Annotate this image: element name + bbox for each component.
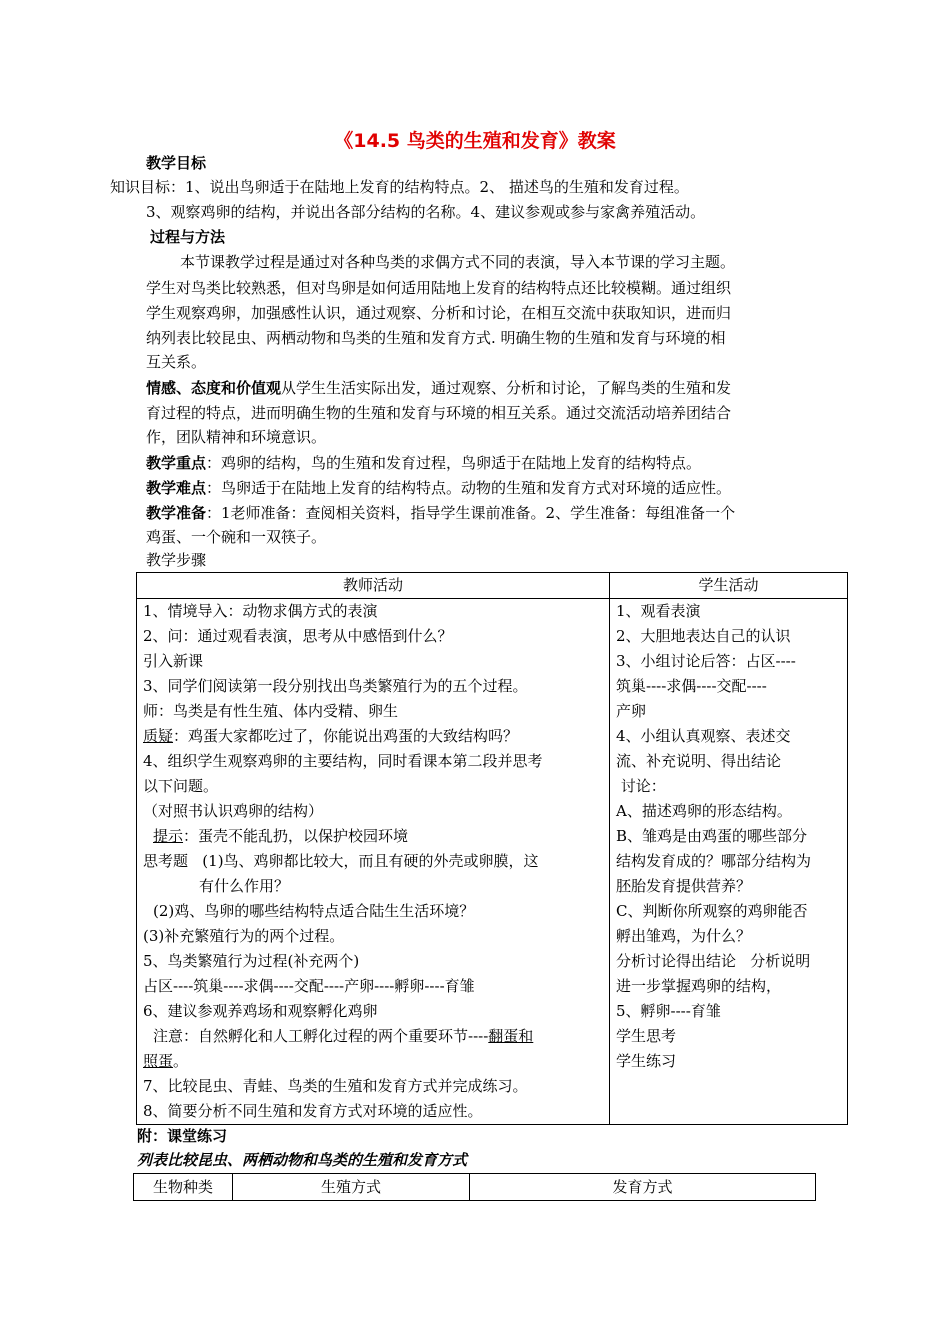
teacher-line: (2)鸡、鸟卵的哪些结构特点适合陆生生活环境？ (153, 902, 475, 920)
teacher-line: 师：鸟类是有性生殖、体内受精、卵生 (143, 702, 399, 720)
preparation-label: 教学准备 (146, 504, 207, 522)
development-header: 发育方式 (470, 1174, 816, 1201)
note-end: 。 (173, 1052, 189, 1070)
student-line: 流、补充说明、得出结论 (616, 752, 782, 770)
teacher-activity-header: 教师活动 (137, 573, 610, 599)
values-label: 情感、态度和价值观 (146, 379, 282, 397)
student-line: 5、孵卵----育雏 (616, 1002, 721, 1020)
note-text: 注意：自然孵化和人工孵化过程的两个重要环节---- (153, 1027, 489, 1045)
comparison-title: 列表比较昆虫、两栖动物和鸟类的生殖和发育方式 (137, 1151, 468, 1169)
student-line: 孵出雏鸡，为什么？ (616, 927, 752, 945)
student-line: 学生练习 (616, 1052, 677, 1070)
key-points-label: 教学重点 (146, 454, 207, 472)
steps-header-row (137, 573, 848, 599)
teacher-line-question (143, 724, 603, 749)
student-line: A、描述鸡卵的形态结构。 (616, 802, 792, 820)
reproduction-header: 生殖方式 (233, 1174, 470, 1201)
teacher-line: 5、鸟类繁殖行为过程(补充两个) (143, 952, 360, 970)
student-line: 学生思考 (616, 1027, 677, 1045)
comparison-table (133, 1173, 816, 1201)
key-points-line (146, 451, 701, 476)
values-line-3: 作，团队精神和环境意识。 (146, 428, 327, 446)
values-line-2: 育过程的特点，进而明确生物的生殖和发育与环境的相互关系。通过交流活动培养团结合 (146, 404, 732, 422)
hint-label: 提示 (153, 827, 184, 845)
teacher-line: 思考题 (1)鸟、鸡卵都比较大，而且有硬的外壳或卵膜，这 (143, 852, 539, 870)
teacher-line: 引入新课 (143, 652, 204, 670)
difficult-points-text: ：鸟卵适于在陆地上发育的结构特点。动物的生殖和发育方式对环境的适应性。 (206, 479, 732, 497)
note-underlined-2: 照蛋 (143, 1052, 174, 1070)
student-line: 产卵 (616, 702, 647, 720)
preparation-text-1: ：1老师准备：查阅相关资料，指导学生课前准备。2、学生准备：每组准备一个 (206, 504, 736, 522)
student-line: 3、小组讨论后答：占区---- (616, 652, 796, 670)
appendix-heading: 附：课堂练习 (137, 1127, 228, 1145)
goals-line-2: 3、观察鸡卵的结构，并说出各部分结构的名称。4、建议参观或参与家禽养殖活动。 (146, 203, 706, 221)
comparison-header-row (134, 1174, 816, 1201)
steps-body-row (137, 599, 848, 1125)
goals-line-1: 知识目标：1、说出鸟卵适于在陆地上发育的结构特点。2、 描述鸟的生殖和发育过程。 (110, 178, 689, 196)
teacher-line-note (143, 1024, 603, 1049)
steps-heading: 教学步骤 (146, 551, 207, 569)
organism-type-header: 生物种类 (134, 1174, 233, 1201)
teacher-line: 以下问题。 (143, 777, 219, 795)
hint-text: ：蛋壳不能乱扔，以保护校园环境 (183, 827, 409, 845)
process-line-4: 纳列表比较昆虫、两栖动物和鸟类的生殖和发育方式. 明确生物的生殖和发育与环境的相 (146, 329, 726, 347)
process-line-1: 本节课教学过程是通过对各种鸟类的求偶方式不同的表演，导入本节课的学习主题。 (180, 253, 736, 271)
student-line: 结构发育成的？哪部分结构为 (616, 852, 812, 870)
difficult-points-line (146, 476, 731, 501)
values-line-1 (146, 376, 731, 401)
preparation-line-2: 鸡蛋、一个碗和一双筷子。 (146, 528, 327, 546)
teacher-line: 1、情境导入：动物求偶方式的表演 (143, 602, 378, 620)
process-heading: 过程与方法 (150, 228, 226, 246)
student-activity-header: 学生活动 (610, 573, 848, 599)
teacher-line: 2、问：通过观看表演，思考从中感悟到什么？ (143, 627, 453, 645)
goals-heading: 教学目标 (146, 154, 207, 172)
student-line: 2、大胆地表达自己的认识 (616, 627, 791, 645)
question-text: ：鸡蛋大家都吃过了，你能说出鸡蛋的大致结构吗？ (173, 727, 519, 745)
process-line-2: 学生对鸟类比较熟悉，但对鸟卵是如何适用陆地上发育的结构特点还比较模糊。通过组织 (146, 279, 732, 297)
student-activity-cell (610, 599, 848, 1125)
teacher-line: 6、建议参观养鸡场和观察孵化鸡卵 (143, 1002, 378, 1020)
values-text-1: 从学生生活实际出发，通过观察、分析和讨论，了解鸟类的生殖和发 (281, 379, 732, 397)
teacher-line: （对照书认识鸡卵的结构） (143, 802, 324, 820)
teacher-line: 3、同学们阅读第一段分别找出鸟类繁殖行为的五个过程。 (143, 677, 528, 695)
student-line: 筑巢----求偶----交配---- (616, 677, 767, 695)
teacher-line: 4、组织学生观察鸡卵的主要结构，同时看课本第二段并思考 (143, 752, 543, 770)
teacher-line: 占区----筑巢----求偶----交配----产卵----孵卵----育雏 (143, 977, 475, 995)
student-line: 分析讨论得出结论 分析说明 (616, 952, 811, 970)
teacher-line: 7、比较昆虫、青蛙、鸟类的生殖和发育方式并完成练习。 (143, 1077, 528, 1095)
student-line: 胚胎发育提供营养？ (616, 877, 752, 895)
teacher-line: (3)补充繁殖行为的两个过程。 (143, 927, 345, 945)
process-line-3: 学生观察鸡卵，加强感性认识，通过观察、分析和讨论，在相互交流中获取知识，进而归 (146, 304, 732, 322)
student-line: 4、小组认真观察、表述交 (616, 727, 791, 745)
process-line-5: 互关系。 (146, 353, 207, 371)
teacher-line: 有什么作用？ (199, 877, 290, 895)
teacher-activity-cell (137, 599, 610, 1125)
student-line: C、判断你所观察的鸡卵能否 (616, 902, 808, 920)
note-underlined-1: 翻蛋和 (488, 1027, 534, 1045)
student-line: B、雏鸡是由鸡蛋的哪些部分 (616, 827, 808, 845)
question-label: 质疑 (143, 727, 174, 745)
student-line: 1、观看表演 (616, 602, 701, 620)
preparation-line-1 (146, 501, 735, 526)
teacher-line-note-end (143, 1049, 603, 1074)
key-points-text: ：鸡卵的结构，鸟的生殖和发育过程，鸟卵适于在陆地上发育的结构特点。 (206, 454, 702, 472)
student-line: 讨论： (616, 777, 666, 795)
document-title: 《14.5 鸟类的生殖和发育》教案 (334, 130, 616, 152)
teacher-line: 8、简要分析不同生殖和发育方式对环境的适应性。 (143, 1102, 483, 1120)
teaching-steps-table (136, 572, 848, 1125)
student-line: 进一步掌握鸡卵的结构， (616, 977, 782, 995)
difficult-points-label: 教学难点 (146, 479, 207, 497)
teacher-line-hint (143, 824, 603, 849)
